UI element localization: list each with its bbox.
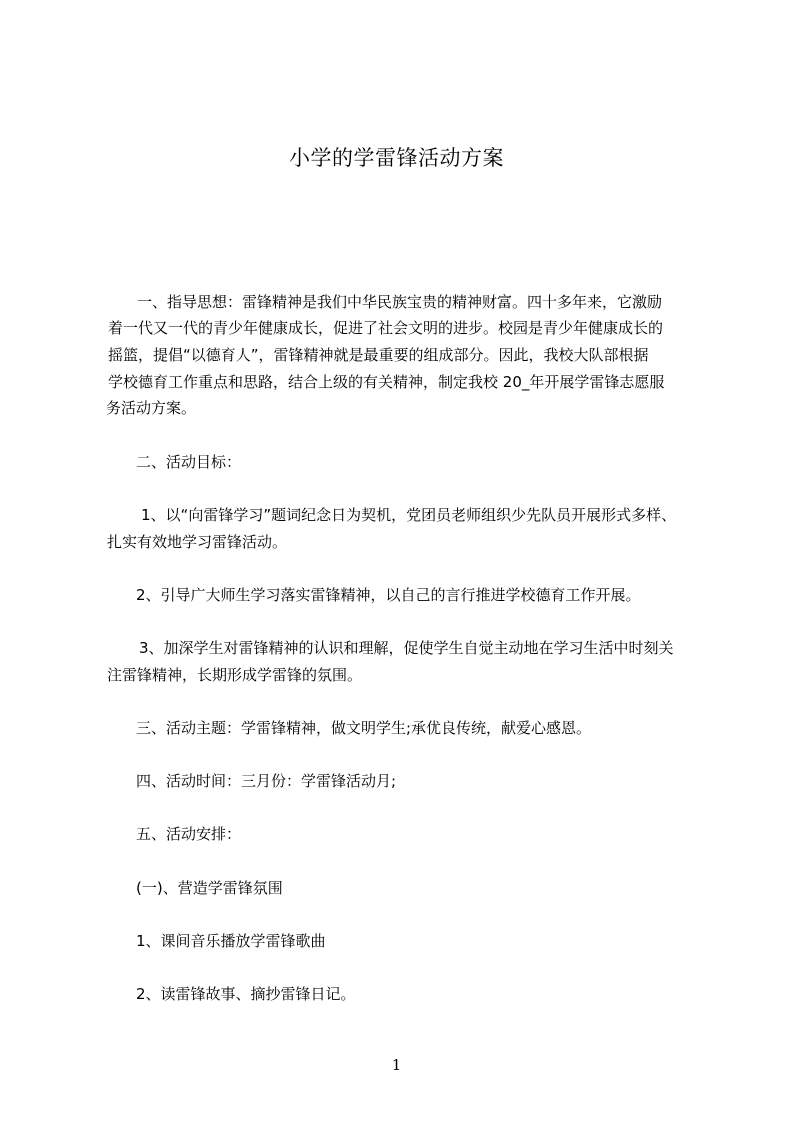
paragraph-line: 注雷锋精神，长期形成学雷锋的氛围。 [107, 666, 363, 684]
section-theme: 三、活动主题：学雷锋精神，做文明学生;承优良传统，献爱心感恩。 [136, 719, 592, 737]
page-number: 1 [391, 1056, 402, 1074]
paragraph-line: 扎实有效地学习雷锋活动。 [107, 533, 288, 551]
section-heading-arrangement: 五、活动安排： [136, 825, 242, 843]
section-time: 四、活动时间：三月份：学雷锋活动月; [136, 772, 397, 790]
arrangement-item-2: 2、读雷锋故事、摘抄雷锋日记。 [136, 985, 356, 1003]
paragraph-line: 着一代又一代的青少年健康成长，促进了社会文明的进步。校园是青少年健康成长的 [108, 319, 664, 337]
paragraph-line: 一、指导思想：雷锋精神是我们中华民族宝贵的精神财富。四十多年来，它激励 [137, 293, 663, 311]
paragraph-line: 1、以“向雷锋学习”题词纪念日为契机，党团员老师组织少先队员开展形式多样、 [141, 506, 677, 524]
subsection-heading-atmosphere: (一)、营造学雷锋氛围 [136, 879, 283, 897]
paragraph-line: 务活动方案。 [106, 399, 197, 417]
paragraph-line: 3、加深学生对雷锋精神的认识和理解，促使学生自觉主动地在学习生活中时刻关 [139, 639, 674, 657]
paragraph-line: 学校德育工作重点和思路，结合上级的有关精神，制定我校 20_年开展学雷锋志愿服 [108, 373, 665, 391]
goal-item-2: 2、引导广大师生学习落实雷锋精神，以自己的言行推进学校德育工作开展。 [136, 586, 641, 604]
arrangement-item-1: 1、课间音乐播放学雷锋歌曲 [136, 932, 326, 950]
section-heading-goals: 二、活动目标： [136, 453, 242, 471]
paragraph-line: 摇篮，提倡“以德育人”，雷锋精神就是最重要的组成部分。因此，我校大队部根据 [108, 346, 649, 364]
document-title: 小学的学雷锋活动方案 [289, 146, 504, 170]
